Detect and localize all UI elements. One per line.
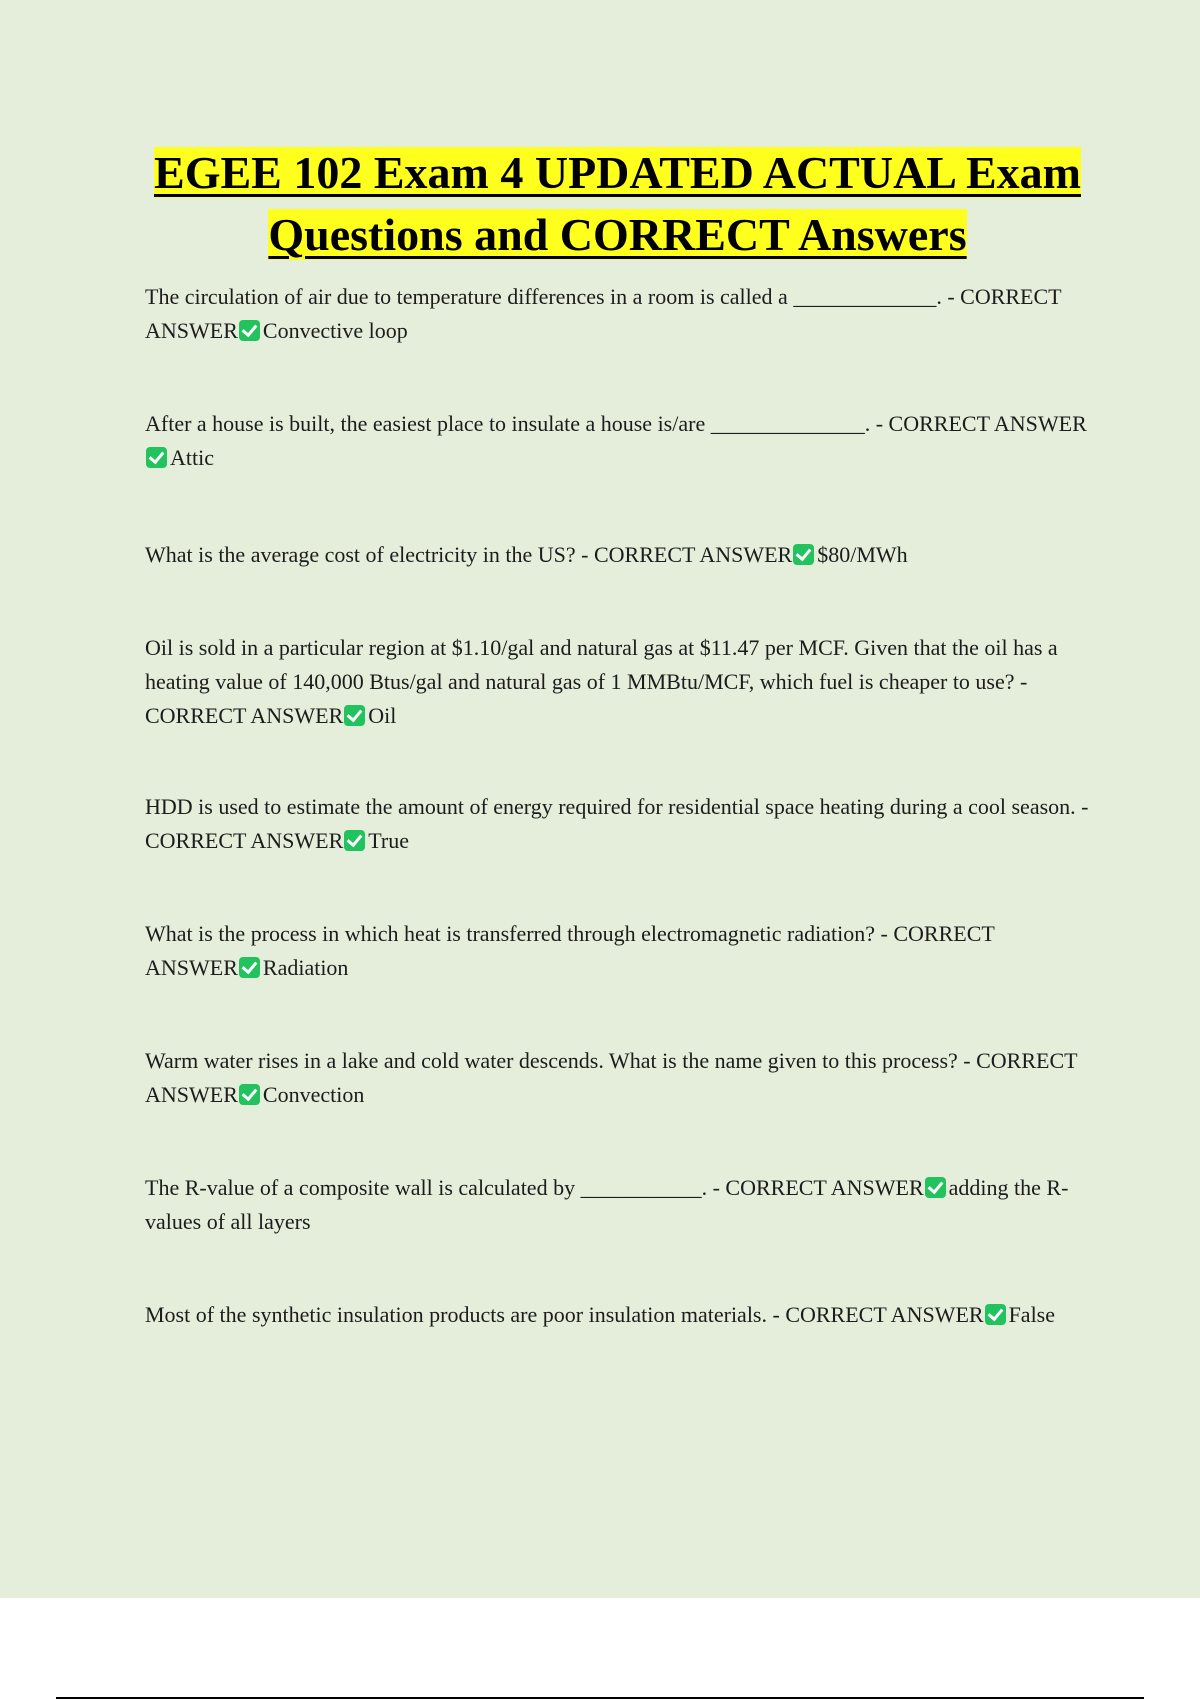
question-text: Most of the synthetic insulation products are poor insulation materials. <box>145 1302 767 1327</box>
question-text: Warm water rises in a lake and cold water descends. What is the name given to this process? <box>145 1048 958 1073</box>
qa-item <box>145 1171 1090 1239</box>
answer-marker: - CORRECT ANSWER <box>581 542 793 567</box>
check-box-icon <box>344 830 365 851</box>
question-text: After a house is built, the easiest place to insulate a house is/are ______________. <box>145 411 871 436</box>
answer-marker: - CORRECT ANSWER <box>712 1175 924 1200</box>
answer-marker: - CORRECT ANSWER <box>145 794 1089 853</box>
answer-text: Radiation <box>262 955 349 980</box>
footer-divider <box>56 1697 1144 1699</box>
qa-item <box>145 917 1090 985</box>
question-text: What is the average cost of electricity in the US? <box>145 542 576 567</box>
answer-text: Oil <box>368 703 397 728</box>
qa-item <box>145 1298 1090 1332</box>
answer-text: $80/MWh <box>817 542 908 567</box>
check-box-icon <box>239 957 260 978</box>
check-box-icon <box>239 1084 260 1105</box>
qa-item <box>145 1044 1090 1112</box>
check-box-icon <box>344 705 365 726</box>
question-text: The R-value of a composite wall is calculated by ___________. <box>145 1175 708 1200</box>
check-box-icon <box>985 1304 1006 1325</box>
qa-item <box>145 280 1090 348</box>
check-box-icon <box>239 320 260 341</box>
answer-text: Convective loop <box>262 318 408 343</box>
question-text: HDD is used to estimate the amount of energy required for residential space heating during a cool season. <box>145 794 1076 819</box>
check-box-icon <box>146 447 167 468</box>
answer-marker: - CORRECT ANSWER <box>875 411 1087 436</box>
question-text: The circulation of air due to temperature differences in a room is called a _____________. <box>145 284 942 309</box>
answer-text: False <box>1008 1302 1056 1327</box>
answer-marker: - CORRECT ANSWER <box>145 284 1062 343</box>
qa-item <box>145 407 1090 475</box>
check-box-icon <box>925 1177 946 1198</box>
answer-text: Attic <box>170 445 214 470</box>
document-title <box>100 142 1135 266</box>
qa-item <box>145 538 1090 572</box>
question-text: Oil is sold in a particular region at $1.10/gal and natural gas at $11.47 per MCF. Given that the oil has a heating value of 140,000 Btus/gal and natural gas of 1 MMBtu/MCF, which fuel is cheaper to use? <box>145 635 1058 694</box>
question-text: What is the process in which heat is transferred through electromagnetic radiation? <box>145 921 876 946</box>
answer-marker: - CORRECT ANSWER <box>772 1302 984 1327</box>
answer-text: adding the R-values of all layers <box>145 1175 1069 1234</box>
document-title-text: EGEE 102 Exam 4 UPDATED ACTUAL Exam Questions and CORRECT Answers <box>154 147 1081 260</box>
qa-item <box>145 631 1090 733</box>
answer-marker: - CORRECT ANSWER <box>145 669 1028 728</box>
qa-item <box>145 790 1090 858</box>
answer-marker: - CORRECT ANSWER <box>145 921 995 980</box>
answer-text: True <box>368 828 410 853</box>
answer-marker: - CORRECT ANSWER <box>145 1048 1078 1107</box>
answer-text: Convection <box>262 1082 365 1107</box>
check-box-icon <box>793 544 814 565</box>
